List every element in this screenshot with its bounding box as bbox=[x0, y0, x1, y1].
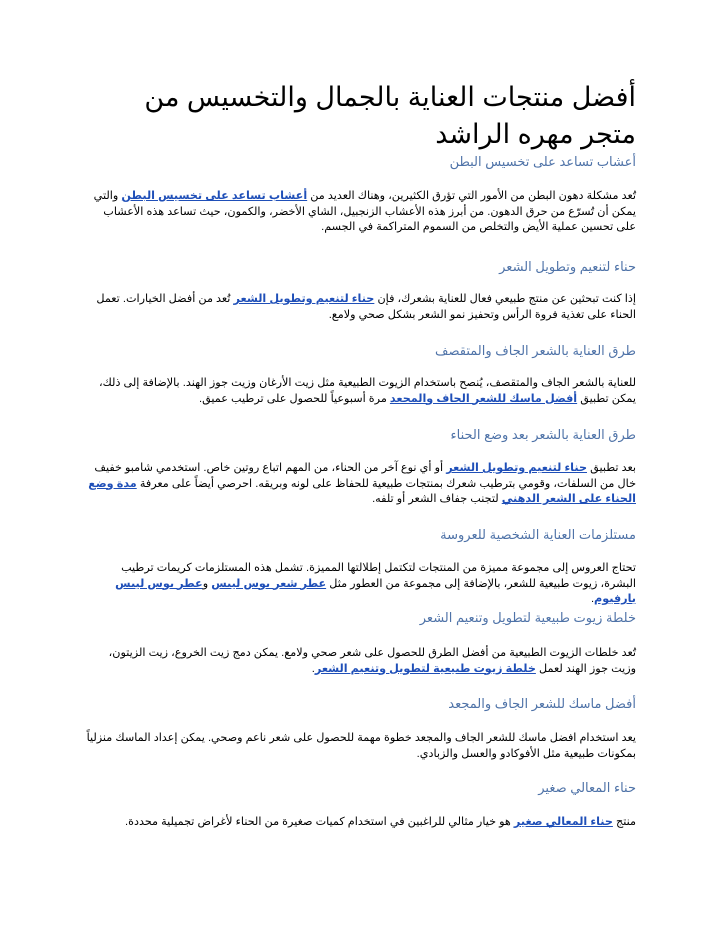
inline-link[interactable]: عطر شعر بوس ليبس bbox=[211, 577, 327, 590]
section-paragraph bbox=[86, 292, 636, 323]
inline-link[interactable]: خلطة زيوت طبيعية لتطويل وتنعيم الشعر bbox=[314, 662, 536, 675]
paragraph-text: هو خيار مثالي للراغبين في استخدام كميات صغيرة من الحناء لأغراض تجميلية محددة. bbox=[125, 816, 514, 828]
section-heading: طرق العناية بالشعر الجاف والمتقصف bbox=[435, 343, 636, 358]
paragraph-text: للعناية بالشعر الجاف والمتقصف، يُنصح باستخدام الزيوت الطبيعية مثل زيت الأرغان وزيت جوز الهند. بالإضافة إلى ذلك، يمكن تطبيق bbox=[99, 377, 636, 405]
inline-link[interactable]: مدة وضع الحناء على الشعر الدهني bbox=[88, 477, 636, 505]
section-paragraph bbox=[86, 461, 636, 508]
paragraph-text: . bbox=[311, 662, 315, 675]
section-paragraph bbox=[86, 376, 636, 407]
paragraph-text: يعد استخدام افضل ماسك للشعر الجاف والمجعد خطوة مهمة للحصول على شعر ناعم وصحي. يمكن إعداد الماسك منزلياً بمكونات طبيعية مثل الأفوكادو والعسل والزبادي. bbox=[86, 732, 636, 760]
inline-link[interactable]: عطر بوس ليبس بارفيوم bbox=[115, 577, 636, 605]
inline-link[interactable]: حناء لتنعيم وتطويل الشعر bbox=[233, 293, 375, 305]
section-heading: أعشاب تساعد على تخسيس البطن bbox=[449, 154, 636, 169]
section-heading: أفضل ماسك للشعر الجاف والمجعد bbox=[448, 696, 636, 711]
paragraph-text: و bbox=[202, 577, 212, 590]
paragraph-text: لتجنب جفاف الشعر أو تلفه. bbox=[372, 493, 502, 505]
inline-link[interactable]: حناء لتنعيم وتطويل الشعر bbox=[446, 462, 588, 474]
document-content bbox=[86, 79, 636, 828]
inline-link[interactable]: حناء المعالي صغير bbox=[513, 816, 613, 828]
paragraph-text: . bbox=[590, 593, 595, 605]
inline-link[interactable]: أعشاب تساعد على تخسيس البطن bbox=[121, 190, 308, 202]
paragraph-text: تُعد مشكلة دهون البطن من الأمور التي تؤرق الكثيرين، وهناك العديد من bbox=[307, 190, 636, 202]
paragraph-text: تُعد من أفضل الخيارات. تعمل الحناء على تغذية فروة الرأس وتحفيز نمو الشعر بشكل صحي ولامع. bbox=[96, 293, 636, 321]
paragraph-text: تُعد خلطات الزيوت الطبيعية من أفضل الطرق للحصول على شعر صحي ولامع. يمكن دمج زيت الخروع، زيت الزيتون، وزيت جوز الهند لعمل bbox=[108, 647, 636, 675]
section-paragraph bbox=[86, 561, 636, 608]
section-heading: حناء المعالي صغير bbox=[538, 780, 636, 795]
section-heading: مستلزمات العناية الشخصية للعروسة bbox=[440, 527, 636, 542]
paragraph-text: تحتاج العروس إلى مجموعة مميزة من المنتجات لتكتمل إطلالتها المميزة. تشمل هذه المستلزمات كريمات ترطيب البشرة، زيوت طبيعية للشعر، بالإضافة إلى مجموعة من العطور مثل bbox=[121, 562, 636, 590]
inline-link[interactable]: أفضل ماسك للشعر الجاف والمجعد bbox=[389, 392, 578, 405]
paragraph-text: منتج bbox=[612, 816, 636, 828]
paragraph-text: مرة أسبوعياً للحصول على ترطيب عميق. bbox=[198, 392, 390, 405]
section-paragraph bbox=[86, 731, 636, 762]
section-paragraph bbox=[86, 189, 636, 236]
section-paragraph bbox=[86, 815, 636, 831]
paragraph-text: أو أي نوع آخر من الحناء، من المهم اتباع روتين خاص. استخدمي شامبو خفيف خال من السلفات، وقومي بترطيب شعرك بمنتجات طبيعية للحفاظ على لونه وبريقه. احرصي أيضاً على معرفة bbox=[94, 462, 636, 490]
section-heading: خلطة زيوت طبيعية لتطويل وتنعيم الشعر bbox=[419, 610, 636, 625]
section-heading: حناء لتنعيم وتطويل الشعر bbox=[499, 259, 636, 274]
paragraph-text: إذا كنت تبحثين عن منتج طبيعي فعال للعناية بشعرك، فإن bbox=[374, 293, 636, 305]
section-paragraph bbox=[86, 646, 636, 677]
paragraph-text: بعد تطبيق bbox=[587, 462, 636, 474]
paragraph-text: والتي يمكن أن تُسرّع من حرق الدهون. من أبرز هذه الأعشاب الزنجبيل، الشاي الأخضر، والكمون، حيث تساعد هذه الأعشاب على تحسين عملية الأيض والتخلص من السموم المتراكمة في الجسم. bbox=[93, 190, 636, 233]
page-title: أفضل منتجات العناية بالجمال والتخسيس من متجر مهره الراشد bbox=[144, 82, 636, 149]
section-heading: طرق العناية بالشعر بعد وضع الحناء bbox=[450, 427, 636, 442]
